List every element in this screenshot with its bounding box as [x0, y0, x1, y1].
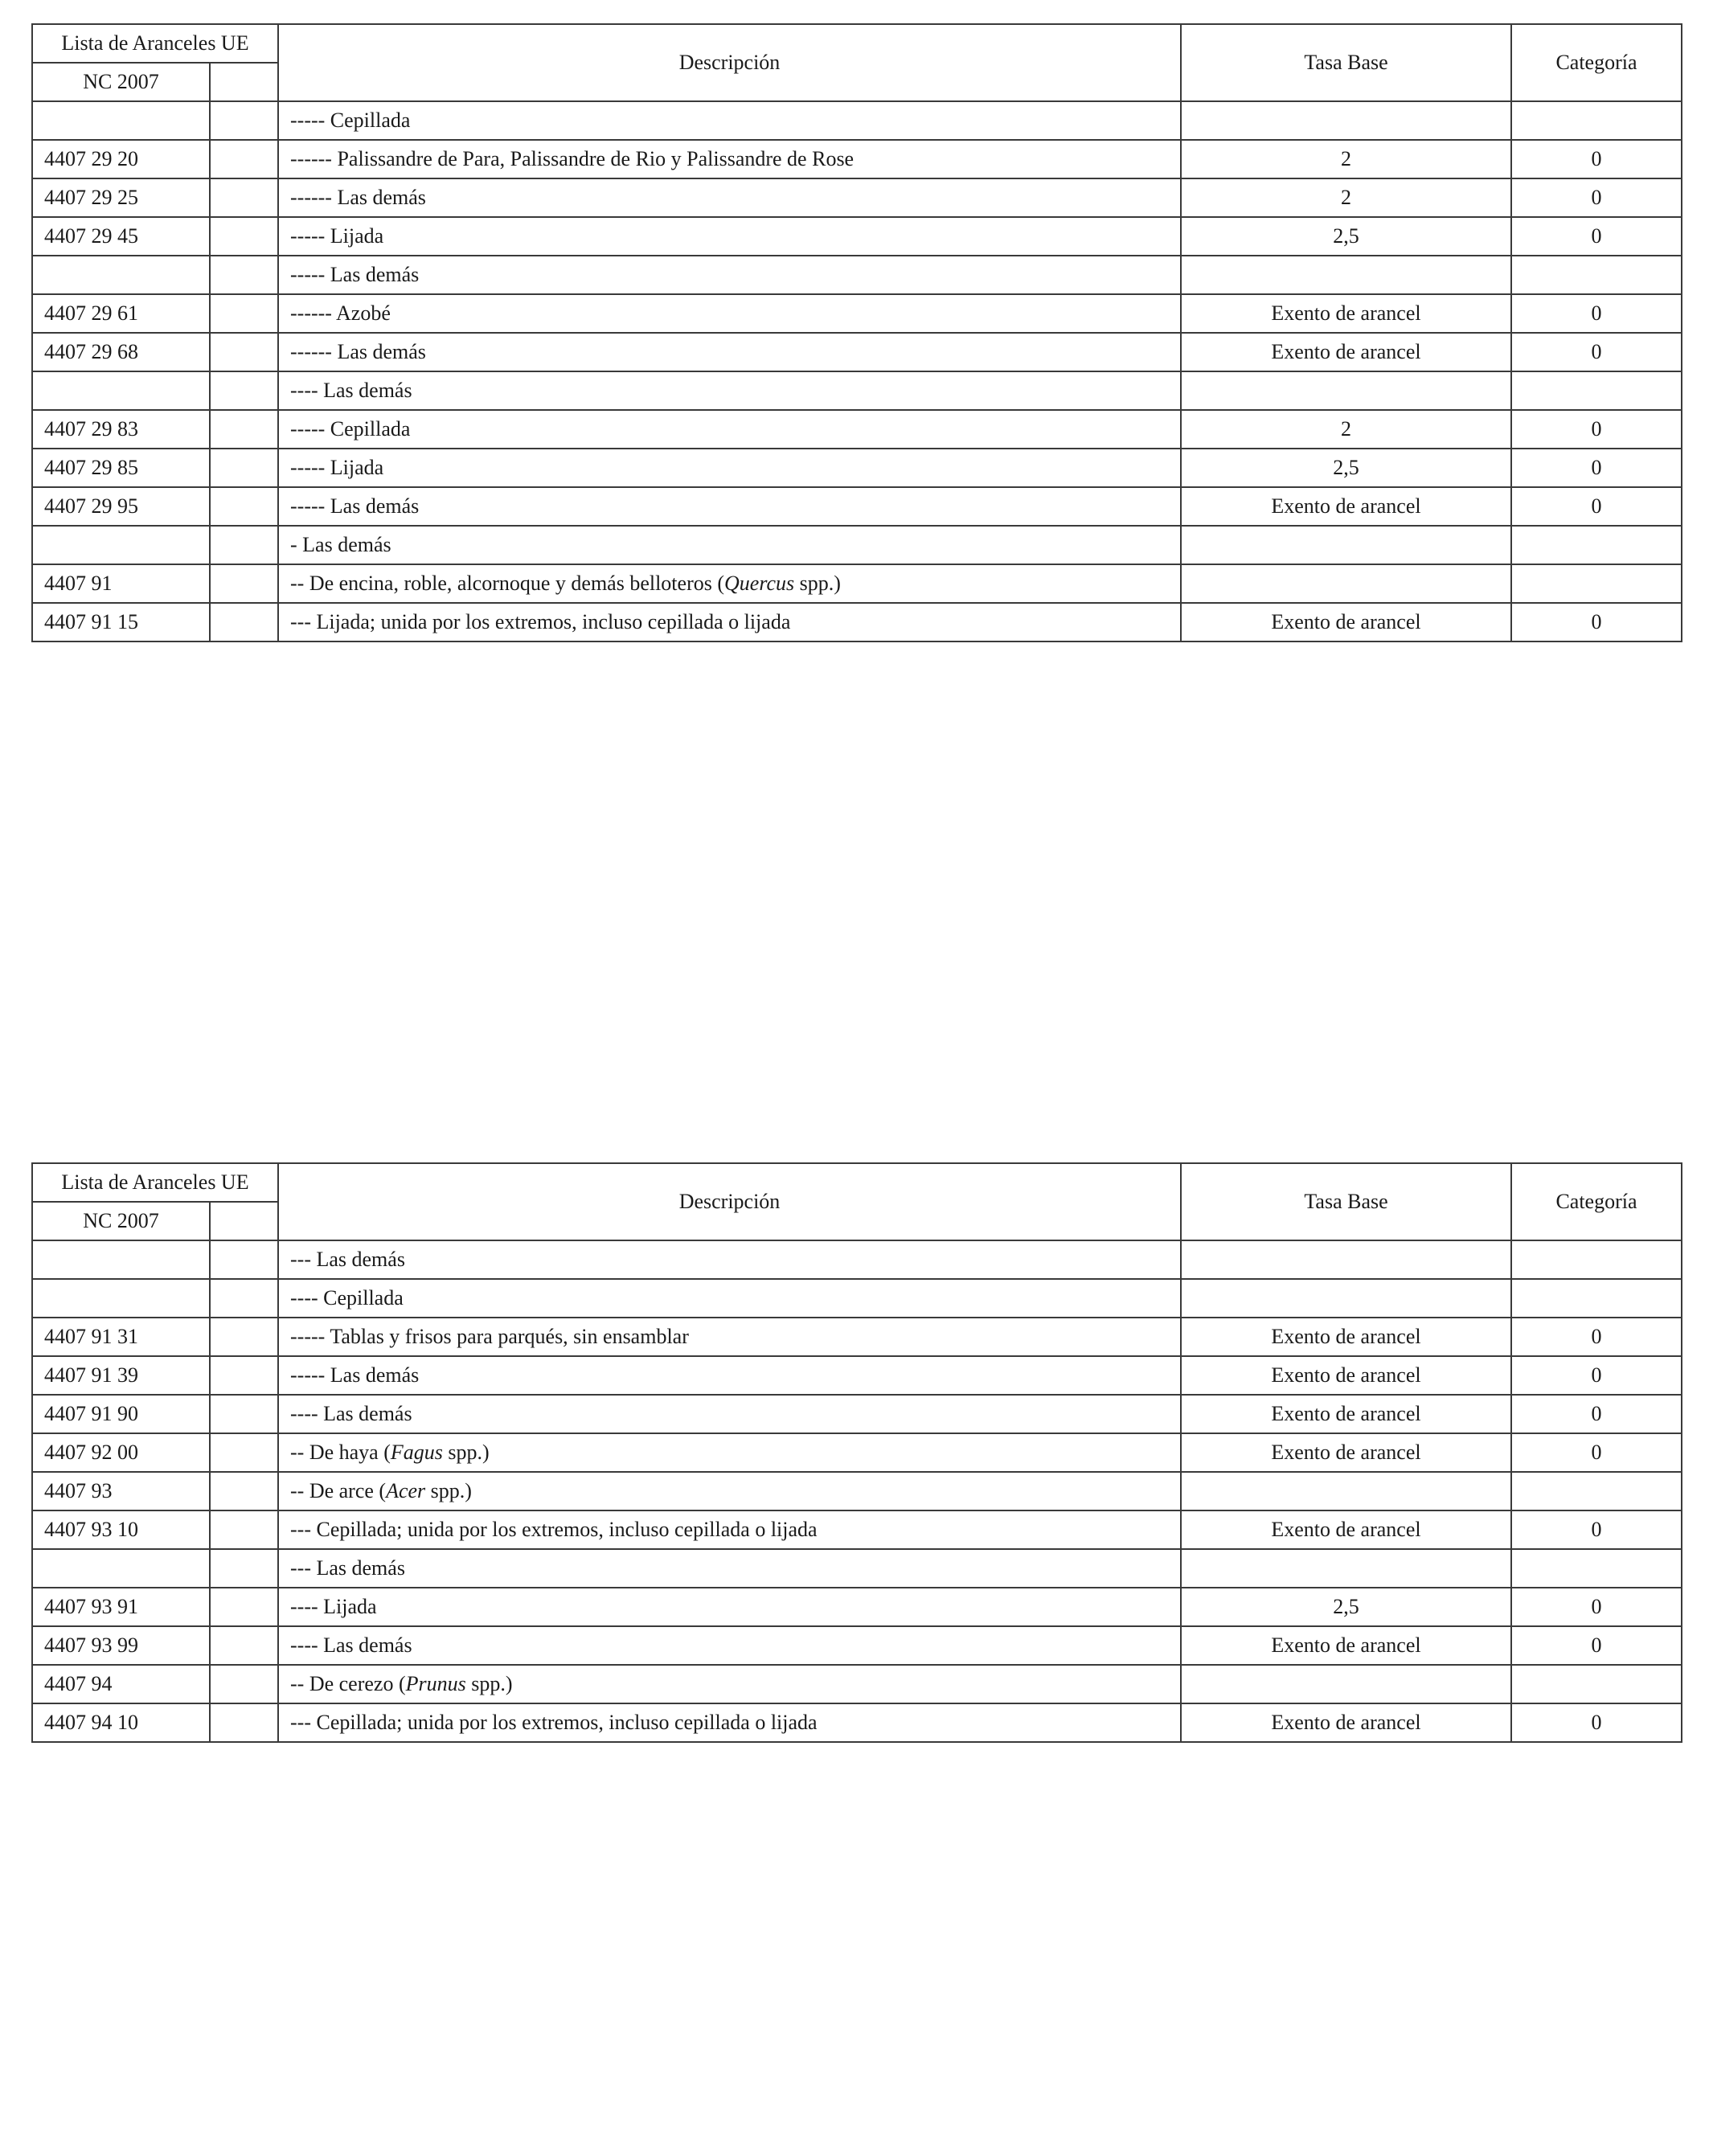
table-row — [32, 1240, 1682, 1279]
tariff-code-cell: 4407 29 45 — [32, 217, 210, 256]
base-rate-cell — [1181, 1665, 1511, 1703]
tariff-code-cell: 4407 29 85 — [32, 449, 210, 487]
description-cell: ----- Las demás — [278, 487, 1181, 526]
description-cell: ---- Cepillada — [278, 1279, 1181, 1318]
table-row — [32, 449, 1682, 487]
tariff-code-cell: 4407 94 — [32, 1665, 210, 1703]
description-text: -- De haya ( — [290, 1441, 391, 1464]
base-rate-cell: Exento de arancel — [1181, 294, 1511, 333]
blank-cell — [210, 1703, 278, 1742]
description-text: -- De cerezo ( — [290, 1672, 406, 1695]
table-row — [32, 333, 1682, 371]
tariff-code-cell — [32, 371, 210, 410]
category-cell: 0 — [1511, 1626, 1682, 1665]
description-cell: ----- Cepillada — [278, 410, 1181, 449]
base-rate-cell — [1181, 526, 1511, 564]
table-row — [32, 526, 1682, 564]
base-rate-cell — [1181, 1240, 1511, 1279]
base-rate-cell: Exento de arancel — [1181, 1318, 1511, 1356]
base-rate-cell: Exento de arancel — [1181, 1433, 1511, 1472]
blank-header — [210, 63, 278, 101]
blank-cell — [210, 1588, 278, 1626]
tariff-code-cell — [32, 526, 210, 564]
table-row — [32, 294, 1682, 333]
description-cell — [278, 564, 1181, 603]
tariff-code-cell: 4407 29 83 — [32, 410, 210, 449]
table-row — [32, 1588, 1682, 1626]
tariff-code-cell — [32, 1549, 210, 1588]
tariff-code-cell — [32, 1240, 210, 1279]
description-cell: ------ Las demás — [278, 178, 1181, 217]
tariff-code-cell: 4407 93 10 — [32, 1510, 210, 1549]
category-cell — [1511, 1549, 1682, 1588]
description-cell: --- Las demás — [278, 1549, 1181, 1588]
table-row — [32, 1395, 1682, 1433]
category-cell — [1511, 564, 1682, 603]
tariff-code-cell: 4407 93 99 — [32, 1626, 210, 1665]
description-text-suffix: spp.) — [465, 1672, 513, 1695]
table-row — [32, 1433, 1682, 1472]
tariff-table-2 — [31, 1162, 1682, 1743]
category-cell: 0 — [1511, 1703, 1682, 1742]
base-rate-cell: Exento de arancel — [1181, 1703, 1511, 1742]
blank-cell — [210, 178, 278, 217]
description-cell: ------ Las demás — [278, 333, 1181, 371]
tariff-code-cell: 4407 94 10 — [32, 1703, 210, 1742]
tariff-code-cell: 4407 29 95 — [32, 487, 210, 526]
description-cell: ---- Las demás — [278, 1626, 1181, 1665]
base-rate-cell — [1181, 1549, 1511, 1588]
rate-header: Tasa Base — [1181, 1163, 1511, 1240]
tariff-code-cell: 4407 93 91 — [32, 1588, 210, 1626]
description-header: Descripción — [278, 1163, 1181, 1240]
category-cell: 0 — [1511, 1510, 1682, 1549]
blank-cell — [210, 1626, 278, 1665]
blank-cell — [210, 1433, 278, 1472]
table-row — [32, 140, 1682, 178]
category-cell: 0 — [1511, 1356, 1682, 1395]
tariff-code-cell: 4407 91 39 — [32, 1356, 210, 1395]
blank-cell — [210, 603, 278, 641]
blank-cell — [210, 1395, 278, 1433]
code-header: NC 2007 — [32, 63, 210, 101]
category-cell: 0 — [1511, 1395, 1682, 1433]
table-row — [32, 101, 1682, 140]
blank-cell — [210, 256, 278, 294]
tariff-code-cell: 4407 29 61 — [32, 294, 210, 333]
base-rate-cell: Exento de arancel — [1181, 1395, 1511, 1433]
blank-cell — [210, 294, 278, 333]
base-rate-cell — [1181, 371, 1511, 410]
base-rate-cell: Exento de arancel — [1181, 1626, 1511, 1665]
category-cell — [1511, 1472, 1682, 1510]
tariff-table-body — [32, 1163, 1682, 1742]
table-row — [32, 1703, 1682, 1742]
category-cell: 0 — [1511, 1433, 1682, 1472]
tariff-table-body — [32, 24, 1682, 641]
description-cell: ---- Las demás — [278, 1395, 1181, 1433]
description-cell: --- Las demás — [278, 1240, 1181, 1279]
blank-cell — [210, 217, 278, 256]
tariff-code-cell — [32, 256, 210, 294]
tariff-code-cell: 4407 29 20 — [32, 140, 210, 178]
blank-cell — [210, 333, 278, 371]
tariff-code-cell: 4407 91 15 — [32, 603, 210, 641]
table-row — [32, 1472, 1682, 1510]
category-header: Categoría — [1511, 1163, 1682, 1240]
blank-cell — [210, 410, 278, 449]
blank-cell — [210, 1510, 278, 1549]
description-text-suffix: spp.) — [794, 572, 841, 595]
table-row — [32, 564, 1682, 603]
header-row-top — [32, 24, 1682, 63]
rate-header: Tasa Base — [1181, 24, 1511, 101]
blank-header — [210, 1202, 278, 1240]
category-cell: 0 — [1511, 1588, 1682, 1626]
group-header: Lista de Aranceles UE — [32, 1163, 278, 1202]
category-header: Categoría — [1511, 24, 1682, 101]
description-cell — [278, 1433, 1181, 1472]
tariff-code-cell: 4407 91 — [32, 564, 210, 603]
category-cell: 0 — [1511, 140, 1682, 178]
category-cell: 0 — [1511, 410, 1682, 449]
category-cell: 0 — [1511, 449, 1682, 487]
table-row — [32, 217, 1682, 256]
base-rate-cell — [1181, 1279, 1511, 1318]
table-row — [32, 603, 1682, 641]
table-row — [32, 487, 1682, 526]
base-rate-cell: Exento de arancel — [1181, 1510, 1511, 1549]
base-rate-cell — [1181, 101, 1511, 140]
base-rate-cell: Exento de arancel — [1181, 603, 1511, 641]
blank-cell — [210, 1279, 278, 1318]
category-cell: 0 — [1511, 294, 1682, 333]
blank-cell — [210, 449, 278, 487]
base-rate-cell: Exento de arancel — [1181, 487, 1511, 526]
description-cell: ---- Las demás — [278, 371, 1181, 410]
category-cell — [1511, 1279, 1682, 1318]
description-text: -- De arce ( — [290, 1479, 387, 1502]
description-cell: --- Lijada; unida por los extremos, incluso cepillada o lijada — [278, 603, 1181, 641]
tariff-code-cell: 4407 92 00 — [32, 1433, 210, 1472]
category-cell — [1511, 256, 1682, 294]
group-header: Lista de Aranceles UE — [32, 24, 278, 63]
blank-cell — [210, 487, 278, 526]
table-row — [32, 256, 1682, 294]
base-rate-cell — [1181, 256, 1511, 294]
description-cell: ----- Lijada — [278, 449, 1181, 487]
blank-cell — [210, 564, 278, 603]
description-cell: ----- Cepillada — [278, 101, 1181, 140]
tariff-code-cell: 4407 91 31 — [32, 1318, 210, 1356]
description-text-suffix: spp.) — [425, 1479, 472, 1502]
tariff-code-cell — [32, 101, 210, 140]
category-cell: 0 — [1511, 603, 1682, 641]
table-row — [32, 1626, 1682, 1665]
table-row — [32, 1318, 1682, 1356]
table-row — [32, 178, 1682, 217]
blank-cell — [210, 371, 278, 410]
description-cell: ------ Azobé — [278, 294, 1181, 333]
blank-cell — [210, 1472, 278, 1510]
category-cell: 0 — [1511, 333, 1682, 371]
base-rate-cell: 2 — [1181, 178, 1511, 217]
description-cell: ----- Las demás — [278, 256, 1181, 294]
table-row — [32, 1356, 1682, 1395]
blank-cell — [210, 1665, 278, 1703]
table-row — [32, 1510, 1682, 1549]
blank-cell — [210, 1318, 278, 1356]
blank-cell — [210, 1356, 278, 1395]
species-name: Quercus — [724, 572, 795, 595]
tariff-code-cell: 4407 29 25 — [32, 178, 210, 217]
base-rate-cell: 2,5 — [1181, 217, 1511, 256]
description-text: -- De encina, roble, alcornoque y demás belloteros ( — [290, 572, 725, 595]
tariff-table-1 — [31, 23, 1682, 642]
description-cell: - Las demás — [278, 526, 1181, 564]
description-cell: --- Cepillada; unida por los extremos, incluso cepillada o lijada — [278, 1510, 1181, 1549]
base-rate-cell — [1181, 564, 1511, 603]
table-row — [32, 371, 1682, 410]
species-name: Prunus — [405, 1672, 466, 1695]
blank-cell — [210, 1240, 278, 1279]
header-row-top — [32, 1163, 1682, 1202]
category-cell: 0 — [1511, 217, 1682, 256]
category-cell — [1511, 1665, 1682, 1703]
description-cell — [278, 1665, 1181, 1703]
description-text-suffix: spp.) — [442, 1441, 490, 1464]
base-rate-cell: 2,5 — [1181, 1588, 1511, 1626]
tariff-code-cell — [32, 1279, 210, 1318]
tariff-code-cell: 4407 29 68 — [32, 333, 210, 371]
base-rate-cell: Exento de arancel — [1181, 333, 1511, 371]
species-name: Fagus — [390, 1441, 443, 1464]
description-cell: ---- Lijada — [278, 1588, 1181, 1626]
table-row — [32, 1665, 1682, 1703]
description-cell: ----- Lijada — [278, 217, 1181, 256]
base-rate-cell: 2,5 — [1181, 449, 1511, 487]
blank-cell — [210, 101, 278, 140]
blank-cell — [210, 140, 278, 178]
category-cell — [1511, 526, 1682, 564]
category-cell — [1511, 101, 1682, 140]
blank-cell — [210, 1549, 278, 1588]
blank-cell — [210, 526, 278, 564]
category-cell: 0 — [1511, 487, 1682, 526]
species-name: Acer — [386, 1479, 426, 1502]
code-header: NC 2007 — [32, 1202, 210, 1240]
description-cell: ----- Tablas y frisos para parqués, sin ensamblar — [278, 1318, 1181, 1356]
tariff-code-cell: 4407 93 — [32, 1472, 210, 1510]
description-header: Descripción — [278, 24, 1181, 101]
base-rate-cell: 2 — [1181, 410, 1511, 449]
base-rate-cell — [1181, 1472, 1511, 1510]
description-cell: --- Cepillada; unida por los extremos, incluso cepillada o lijada — [278, 1703, 1181, 1742]
table-row — [32, 1279, 1682, 1318]
base-rate-cell: 2 — [1181, 140, 1511, 178]
table-row — [32, 410, 1682, 449]
category-cell — [1511, 1240, 1682, 1279]
description-cell: ----- Las demás — [278, 1356, 1181, 1395]
tariff-code-cell: 4407 91 90 — [32, 1395, 210, 1433]
category-cell — [1511, 371, 1682, 410]
table-row — [32, 1549, 1682, 1588]
description-cell: ------ Palissandre de Para, Palissandre de Rio y Palissandre de Rose — [278, 140, 1181, 178]
description-cell — [278, 1472, 1181, 1510]
base-rate-cell: Exento de arancel — [1181, 1356, 1511, 1395]
category-cell: 0 — [1511, 178, 1682, 217]
category-cell: 0 — [1511, 1318, 1682, 1356]
